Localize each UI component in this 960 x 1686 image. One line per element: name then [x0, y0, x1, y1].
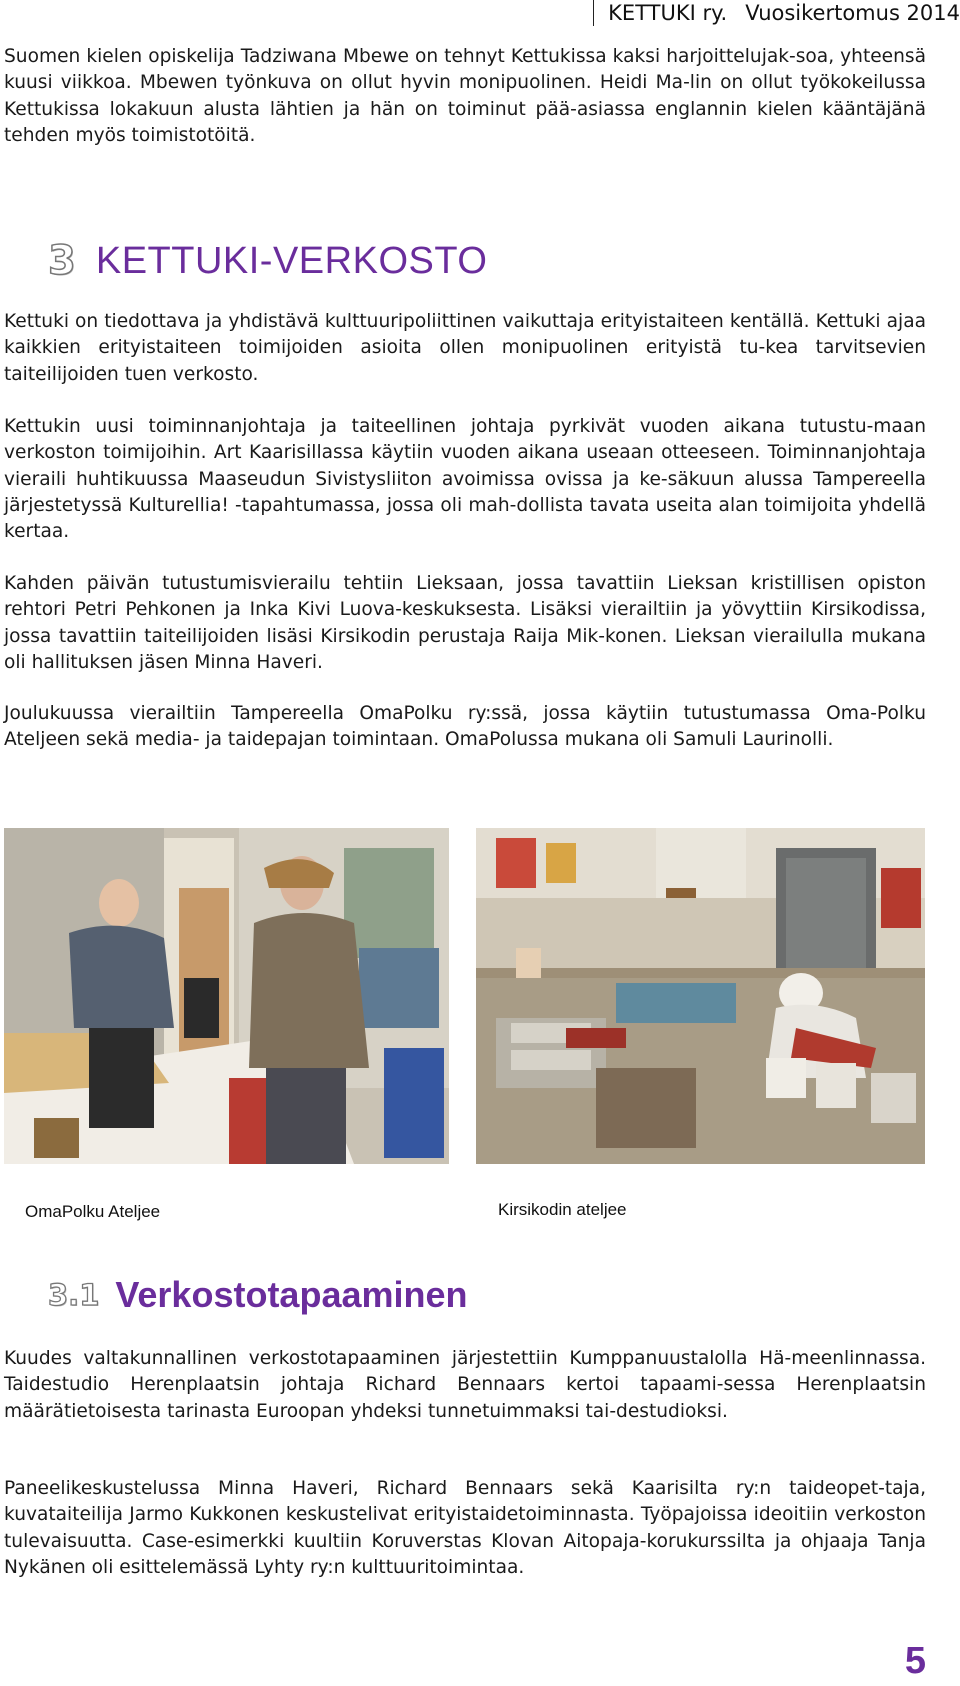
- subsection-paragraph-1: Kuudes valtakunnallinen verkostotapaaminen järjestettiin Kumppanuustalolla Hä-meenlinnassa. Taidestudio Herenplaatsin johtaja Richard Bennaars kertoi tapaami-sessa Herenplaatsin määrätietoisesta tarinasta Euroopan yhdeksi tunnetuimmaksi tai-destudioksi.: [4, 1348, 926, 1422]
- header-doc-title: Vuosikertomus 2014: [745, 1, 960, 25]
- section-paragraph-4: Joulukuussa vierailtiin Tampereella OmaPolku ry:ssä, jossa käytiin tutustumassa Oma-Polku Ateljeen sekä media- ja taidepajan toimintaan. OmaPolussa mukana oli Samuli Laurinolli.: [4, 703, 926, 751]
- intro-paragraph: Suomen kielen opiskelija Tadziwana Mbewe on tehnyt Kettukissa kaksi harjoittelujak-soa, yhteensä kuusi viikkoa. Mbewen työnkuva on ollut hyvin monipuolinen. Heidi Ma-lin on ollut työkokeilussa Kettukissa lokakuun alusta lähtien ja hän on toiminut pää-asiassa englannin kielen kääntäjänä tehden myös toimistotöitä.: [4, 46, 926, 146]
- section-paragraph-2: Kettukin uusi toiminnanjohtaja ja taiteellinen johtaja pyrkivät vuoden aikana tutustu-maan verkoston toimijoihin. Art Kaarisillassa käytiin vuoden aikana useaan otteeseen. Toiminnanjohtaja vieraili huhtikuussa Maaseudun Sivistysliiton avoimissa ovissa ja ke-säkuun alussa Tampereella järjestetyssä Kulturellia! -tapahtumassa, jossa oli mah-dollista tavata useita alan toimijoita yhdellä kertaa.: [4, 416, 926, 543]
- subsection-title: Verkostotapaaminen: [115, 1274, 468, 1315]
- subsection-heading: [48, 1270, 468, 1320]
- subsection-number: 3.1: [48, 1277, 100, 1312]
- page-number: 5: [904, 1640, 926, 1682]
- section-paragraph-1: Kettuki on tiedottava ja yhdistävä kulttuuripoliittinen vaikuttaja erityistaiteen kentällä. Kettuki ajaa kaikkien erityistaiteen toimijoiden asioita ollen monipuolinen erityistä tu-kea tarvitsevien taiteilijoiden tuen verkosto.: [4, 311, 926, 385]
- subsection-paragraph-2: Paneelikeskustelussa Minna Haveri, Richard Bennaars sekä Kaarisilta ry:n taideopet-taja, kuvataiteilija Jarmo Kukkonen keskustelivat erityistaidetoiminnasta. Työpajoissa ideoitiin verkoston tulevaisuutta. Case-esimerkki kuultiin Koruverstas Klovan Aitopaja-korukurssilta ja ohjaaja Tanja Nykänen oli esittelemässä Lyhty ry:n kulttuuritoimintaa.: [4, 1478, 926, 1578]
- omapolku-photo: [4, 828, 449, 1164]
- section-heading: [48, 236, 487, 286]
- page-header: [593, 0, 960, 26]
- section-number: 3: [48, 238, 76, 284]
- section-paragraph-3: Kahden päivän tutustumisvierailu tehtiin Lieksaan, jossa tavattiin Lieksan kristillisen opiston rehtori Petri Pehkonen ja Inka Kivi Luova-keskuksesta. Lisäksi vierailtiin ja yövyttiin Kirsikodissa, jossa tavattiin taiteilijoiden lisäsi Kirsikodin perustaja Raija Mik-konen. Lieksan vierailulla mukana oli hallituksen jäsen Minna Haveri.: [4, 573, 926, 673]
- section-title: KETTUKI-VERKOSTO: [95, 239, 488, 282]
- left-photo-caption: OmaPolku Ateljee: [25, 1202, 161, 1221]
- header-org: KETTUKI ry.: [608, 1, 728, 25]
- kirsikoti-photo: [476, 828, 925, 1164]
- right-photo-caption: Kirsikodin ateljee: [498, 1200, 627, 1219]
